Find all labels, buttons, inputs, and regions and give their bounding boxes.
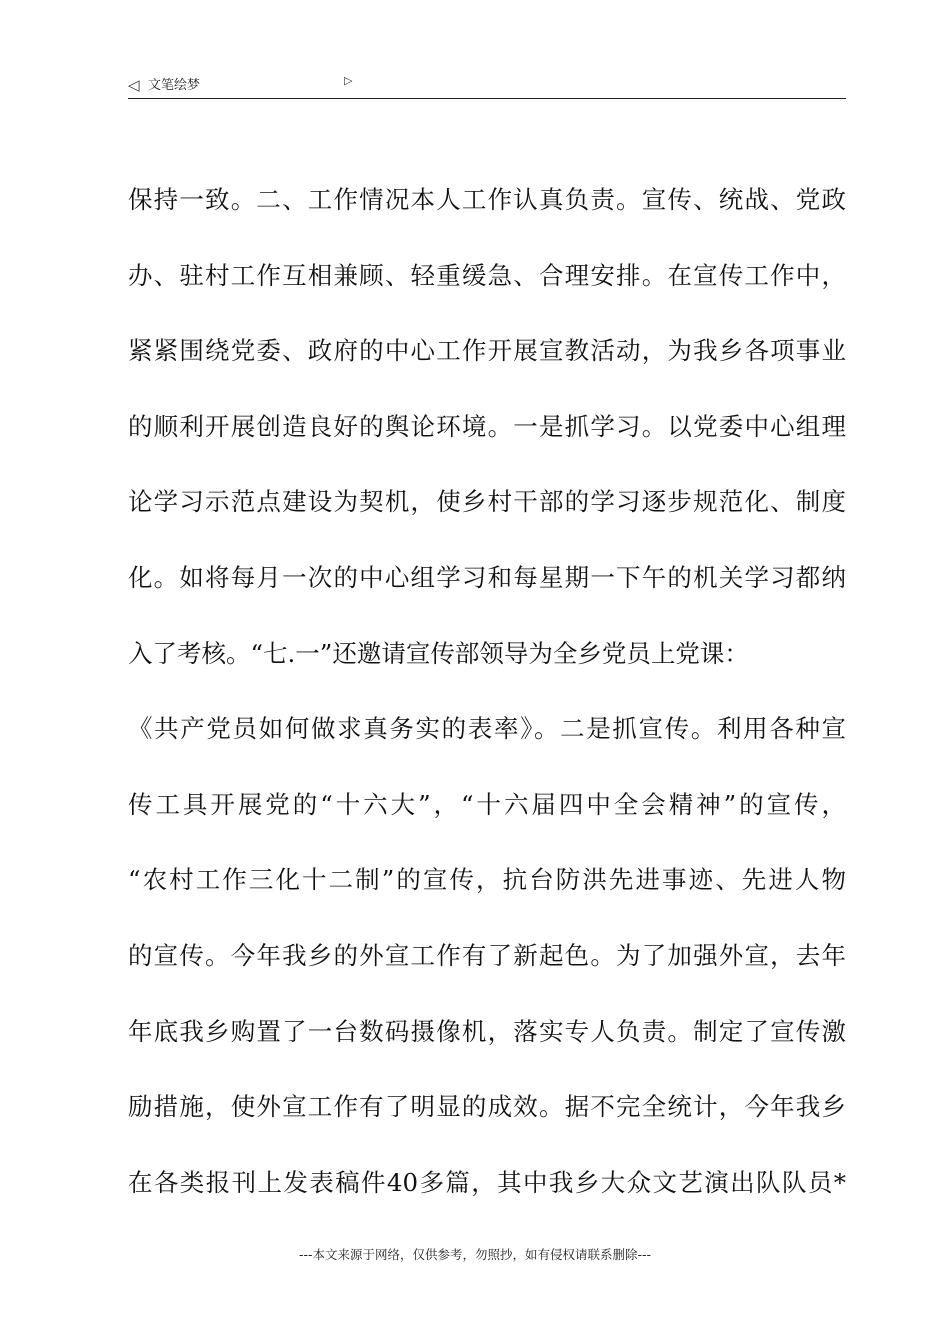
text-line: 年底我乡购置了一台数码摄像机，落实专人负责。制定了宣传激 bbox=[128, 1016, 846, 1046]
text-line: 保持一致。二、工作情况本人工作认真负责。宣传、统战、党政 bbox=[128, 185, 846, 214]
text-line: 传工具开展党的“十六大”，“十六届四中全会精神”的宣传， bbox=[128, 789, 846, 819]
left-triangle-icon: ◁ bbox=[128, 76, 140, 94]
text-line: 办、驻村工作互相兼顾、轻重缓急、合理安排。在宣传工作中， bbox=[128, 260, 846, 290]
text-line: 化。如将每月一次的中心组学习和每星期一下午的机关学习都纳 bbox=[128, 562, 846, 592]
text-line: “农村工作三化十二制”的宣传，抗台防洪先进事迹、先进人物 bbox=[128, 865, 846, 895]
text-line: 励措施，使外宣工作有了明显的成效。据不完全统计，今年我乡 bbox=[128, 1092, 846, 1122]
text-line: 在各类报刊上发表稿件40多篇，其中我乡大众文艺演出队队员* bbox=[128, 1167, 846, 1197]
document-body bbox=[128, 170, 846, 1228]
text-line: 紧紧围绕党委、政府的中心工作开展宣教活动，为我乡各项事业 bbox=[128, 336, 846, 366]
text-line: 论学习示范点建设为契机，使乡村干部的学习逐步规范化、制度 bbox=[128, 487, 846, 517]
text-line: 《共产党员如何做求真务实的表率》。二是抓宣传。利用各种宣 bbox=[128, 714, 846, 744]
right-triangle-icon: ▷ bbox=[344, 74, 353, 87]
text-line: 的宣传。今年我乡的外宣工作有了新起色。为了加强外宣，去年 bbox=[128, 940, 846, 970]
text-line: 入了考核。“七.一”还邀请宣传部领导为全乡党员上党课： bbox=[128, 638, 749, 668]
text-line: 的顺利开展创造良好的舆论环境。一是抓学习。以党委中心组理 bbox=[128, 411, 846, 441]
page-footer-disclaimer: ---本文来源于网络，仅供参考，勿照抄，如有侵权请联系删除--- bbox=[298, 1247, 652, 1262]
page-header bbox=[128, 74, 846, 99]
header-brand: 文笔绘梦 bbox=[148, 78, 201, 93]
